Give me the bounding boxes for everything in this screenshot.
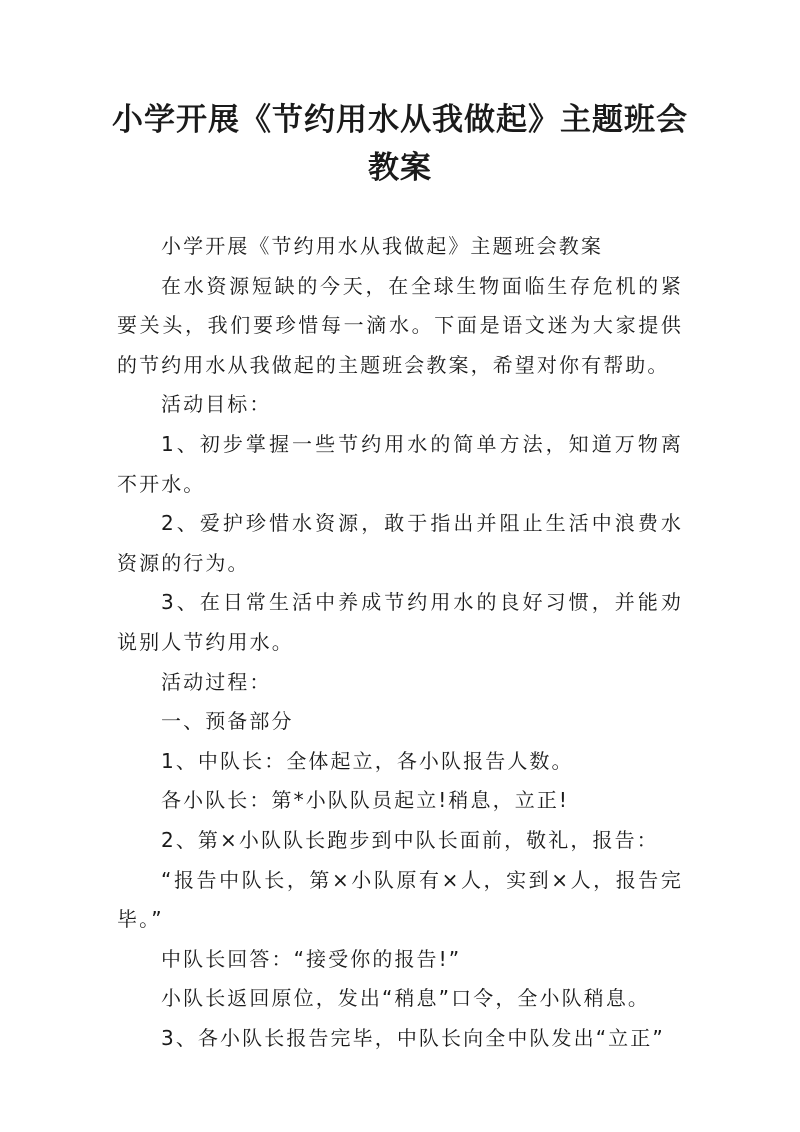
- paragraph-step-2: 2、第×小队队长跑步到中队长面前，敬礼，报告：: [161, 827, 659, 852]
- paragraph-report-quote: “报告中队长，第×小队原有×人，实到×人，报告完毕。”: [117, 867, 683, 932]
- paragraph-goal-2: 2、爱护珍惜水资源，敢于指出并阻止生活中浪费水资源的行为。: [117, 511, 683, 575]
- paragraph-section-1: 一、预备部分: [161, 709, 294, 734]
- paragraph-return: 小队长返回原位，发出“稍息”口令，全小队稍息。: [161, 986, 651, 1011]
- paragraph-process-heading: 活动过程：: [161, 669, 272, 694]
- paragraph-step-3: 3、各小队长报告完毕，中队长向全中队发出“立正”: [161, 1025, 665, 1050]
- paragraph-subtitle: 小学开展《节约用水从我做起》主题班会教案: [161, 234, 603, 258]
- paragraph-intro: 在水资源短缺的今天，在全球生物面临生存危机的紧要关头，我们要珍惜每一滴水。下面是语文迷为大家提供的节约用水从我做起的主题班会教案，希望对你有帮助。: [117, 273, 683, 377]
- paragraph-goal-1: 1、初步掌握一些节约用水的简单方法，知道万物离不开水。: [117, 431, 683, 496]
- paragraph-step-1-response: 各小队长：第*小队队员起立!稍息，立正!: [161, 788, 570, 813]
- paragraph-goal-3: 3、在日常生活中养成节约用水的良好习惯，并能劝说别人节约用水。: [117, 590, 683, 654]
- document-title: 小学开展《节约用水从我做起》主题班会教案: [112, 102, 688, 186]
- paragraph-goals-heading: 活动目标：: [161, 392, 272, 417]
- document-body: [117, 227, 683, 1058]
- paragraph-captain-reply: 中队长回答：“接受你的报告!”: [161, 946, 462, 971]
- paragraph-step-1: 1、中队长：全体起立，各小队报告人数。: [161, 748, 574, 773]
